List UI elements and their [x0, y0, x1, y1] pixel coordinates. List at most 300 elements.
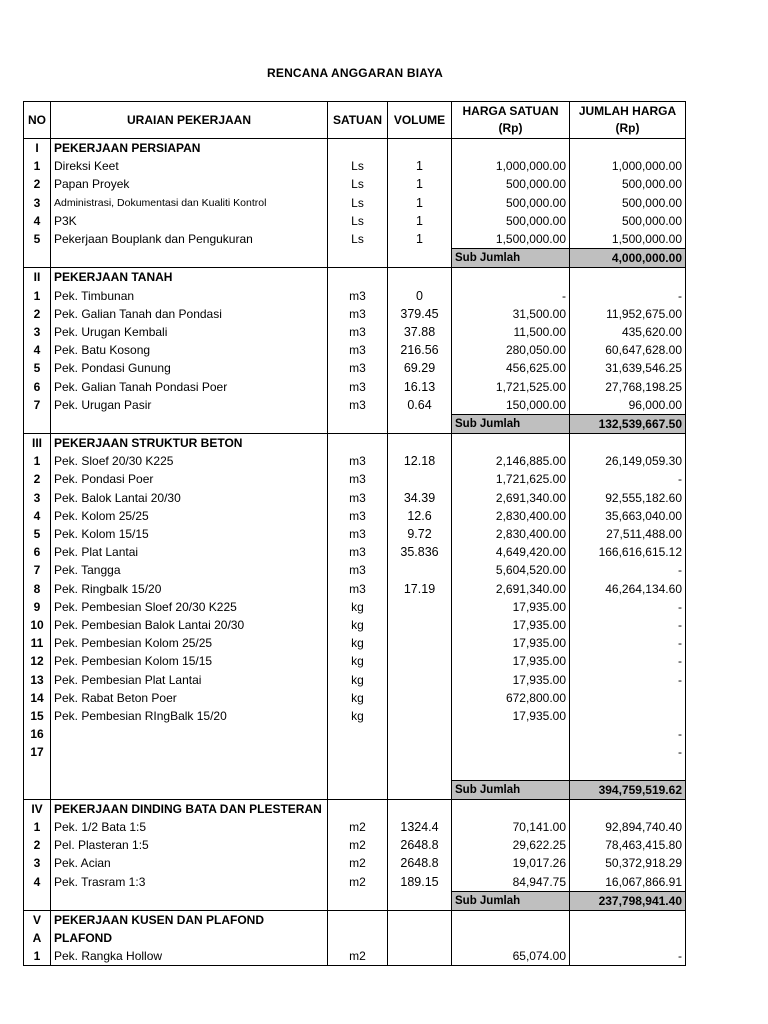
row-satuan [328, 139, 388, 158]
table-row [24, 175, 686, 193]
row-volume: 2648.8 [388, 836, 452, 854]
row-desc [51, 725, 328, 743]
table-row [24, 761, 686, 780]
row-no: 1 [24, 947, 51, 966]
row-satuan [328, 249, 388, 268]
row-no: 1 [24, 452, 51, 470]
row-volume: 69.29 [388, 359, 452, 377]
row-jumlah: - [570, 598, 686, 616]
row-satuan: kg [328, 616, 388, 634]
row-satuan [328, 799, 388, 818]
table-row [24, 561, 686, 579]
table-row [24, 616, 686, 634]
row-volume [388, 268, 452, 287]
table-row [24, 818, 686, 836]
row-no: 6 [24, 377, 51, 395]
table-header-row [24, 102, 686, 139]
header-harga-satuan-line2: (Rp) [498, 121, 523, 135]
row-harga: 150,000.00 [452, 396, 570, 415]
table-row [24, 854, 686, 872]
row-jumlah: 60,647,628.00 [570, 341, 686, 359]
row-desc: Pek. Urugan Pasir [51, 396, 328, 415]
row-satuan: kg [328, 652, 388, 670]
row-harga: 31,500.00 [452, 305, 570, 323]
row-volume [388, 652, 452, 670]
row-satuan [328, 434, 388, 453]
row-volume [388, 910, 452, 929]
row-no: 10 [24, 616, 51, 634]
row-harga [452, 434, 570, 453]
row-desc: PLAFOND [51, 929, 328, 947]
row-no: 6 [24, 543, 51, 561]
subtotal-row [24, 780, 686, 799]
row-no: V [24, 910, 51, 929]
section-row [24, 910, 686, 929]
subtotal-row [24, 891, 686, 910]
row-satuan [328, 780, 388, 799]
row-desc: Pek. Trasram 1:3 [51, 873, 328, 892]
row-satuan: m3 [328, 489, 388, 507]
row-volume [388, 670, 452, 688]
row-jumlah [570, 929, 686, 947]
table-row [24, 359, 686, 377]
row-volume [388, 929, 452, 947]
row-volume: 1 [388, 230, 452, 249]
row-harga [452, 910, 570, 929]
header-volume: VOLUME [388, 102, 452, 139]
subtotal-label: Sub Jumlah [452, 414, 570, 433]
row-jumlah: - [570, 470, 686, 488]
row-desc: Pek. Urugan Kembali [51, 323, 328, 341]
row-volume: 1324.4 [388, 818, 452, 836]
table-row [24, 543, 686, 561]
row-satuan [328, 743, 388, 761]
table-row [24, 305, 686, 323]
row-satuan: kg [328, 634, 388, 652]
table-row [24, 470, 686, 488]
row-volume: 0 [388, 287, 452, 305]
row-satuan [328, 268, 388, 287]
row-desc: Pek. Balok Lantai 20/30 [51, 489, 328, 507]
row-desc: Pek. Kolom 15/15 [51, 525, 328, 543]
row-no: 7 [24, 561, 51, 579]
row-satuan: Ls [328, 175, 388, 193]
row-desc: Administrasi, Dokumentasi dan Kualiti Kontrol [51, 194, 328, 212]
row-harga: 1,000,000.00 [452, 157, 570, 175]
row-jumlah: 50,372,918.29 [570, 854, 686, 872]
row-volume: 1 [388, 194, 452, 212]
row-no: 17 [24, 743, 51, 761]
row-volume [388, 689, 452, 707]
row-volume [388, 616, 452, 634]
row-satuan [328, 929, 388, 947]
row-harga [452, 761, 570, 780]
row-desc: Pek. Acian [51, 854, 328, 872]
row-no: 2 [24, 470, 51, 488]
row-desc: Pek. Plat Lantai [51, 543, 328, 561]
row-no: 5 [24, 359, 51, 377]
row-satuan: m3 [328, 470, 388, 488]
row-volume [388, 634, 452, 652]
row-volume [388, 470, 452, 488]
row-volume [388, 891, 452, 910]
row-harga [452, 799, 570, 818]
row-no: 14 [24, 689, 51, 707]
row-no: 1 [24, 818, 51, 836]
row-harga [452, 929, 570, 947]
row-harga [452, 268, 570, 287]
row-satuan: m3 [328, 525, 388, 543]
row-harga: 1,500,000.00 [452, 230, 570, 249]
row-desc: Pek. Pembesian Balok Lantai 20/30 [51, 616, 328, 634]
row-no: III [24, 434, 51, 453]
table-row [24, 507, 686, 525]
row-volume: 216.56 [388, 341, 452, 359]
section-row [24, 434, 686, 453]
row-satuan: m3 [328, 396, 388, 415]
subtotal-row [24, 249, 686, 268]
row-no: 5 [24, 230, 51, 249]
table-row [24, 634, 686, 652]
row-volume: 2648.8 [388, 854, 452, 872]
row-volume [388, 139, 452, 158]
table-row [24, 452, 686, 470]
row-jumlah: 31,639,546.25 [570, 359, 686, 377]
row-desc: P3K [51, 212, 328, 230]
row-harga [452, 139, 570, 158]
row-volume: 1 [388, 157, 452, 175]
header-jumlah-harga-line1: JUMLAH HARGA [578, 104, 677, 118]
row-no: 2 [24, 175, 51, 193]
row-satuan: m3 [328, 377, 388, 395]
table-row [24, 396, 686, 415]
row-satuan: m3 [328, 507, 388, 525]
row-desc: Pek. Pembesian Kolom 25/25 [51, 634, 328, 652]
row-desc: Pek. Timbunan [51, 287, 328, 305]
row-desc: Pek. Sloef 20/30 K225 [51, 452, 328, 470]
row-desc: Pek. Rabat Beton Poer [51, 689, 328, 707]
row-volume [388, 707, 452, 725]
row-jumlah: - [570, 287, 686, 305]
row-volume: 9.72 [388, 525, 452, 543]
row-harga: 280,050.00 [452, 341, 570, 359]
table-row [24, 230, 686, 249]
row-volume: 17.19 [388, 580, 452, 598]
row-no: 7 [24, 396, 51, 415]
row-desc: Pek. 1/2 Bata 1:5 [51, 818, 328, 836]
row-no: II [24, 268, 51, 287]
row-jumlah: 435,620.00 [570, 323, 686, 341]
row-no [24, 780, 51, 799]
row-desc: Pek. Rangka Hollow [51, 947, 328, 966]
row-volume: 35.836 [388, 543, 452, 561]
row-no: 4 [24, 212, 51, 230]
row-jumlah: - [570, 725, 686, 743]
row-harga [452, 743, 570, 761]
row-volume [388, 947, 452, 966]
row-harga: 29,622.25 [452, 836, 570, 854]
row-volume [388, 434, 452, 453]
row-jumlah: 16,067,866.91 [570, 873, 686, 892]
row-harga: 17,935.00 [452, 616, 570, 634]
row-satuan: m3 [328, 359, 388, 377]
table-row [24, 525, 686, 543]
row-desc [51, 780, 328, 799]
header-harga-satuan [452, 102, 570, 139]
header-harga-satuan-line1: HARGA SATUAN [462, 104, 559, 118]
row-satuan: m2 [328, 873, 388, 892]
row-harga: 17,935.00 [452, 652, 570, 670]
row-volume [388, 743, 452, 761]
row-jumlah [570, 910, 686, 929]
row-desc: Pek. Kolom 25/25 [51, 507, 328, 525]
row-harga: 84,947.75 [452, 873, 570, 892]
row-no: A [24, 929, 51, 947]
row-jumlah [570, 707, 686, 725]
header-uraian: URAIAN PEKERJAAN [51, 102, 328, 139]
row-satuan [328, 891, 388, 910]
row-desc: Pek. Ringbalk 15/20 [51, 580, 328, 598]
table-row [24, 947, 686, 966]
row-harga: 4,649,420.00 [452, 543, 570, 561]
row-no [24, 414, 51, 433]
row-satuan: m3 [328, 452, 388, 470]
row-jumlah: 35,663,040.00 [570, 507, 686, 525]
row-satuan: m3 [328, 561, 388, 579]
row-jumlah: - [570, 561, 686, 579]
table-row [24, 489, 686, 507]
row-satuan: kg [328, 707, 388, 725]
row-jumlah [570, 689, 686, 707]
subtotal-row [24, 414, 686, 433]
row-satuan: Ls [328, 230, 388, 249]
row-volume: 34.39 [388, 489, 452, 507]
table-row [24, 377, 686, 395]
header-jumlah-harga [570, 102, 686, 139]
row-desc [51, 761, 328, 780]
row-satuan: kg [328, 689, 388, 707]
row-no: 9 [24, 598, 51, 616]
row-jumlah: 92,555,182.60 [570, 489, 686, 507]
row-jumlah: 26,149,059.30 [570, 452, 686, 470]
row-harga: 5,604,520.00 [452, 561, 570, 579]
table-row [24, 157, 686, 175]
row-jumlah: 96,000.00 [570, 396, 686, 415]
row-jumlah: 92,894,740.40 [570, 818, 686, 836]
row-harga: 2,146,885.00 [452, 452, 570, 470]
row-harga: 2,691,340.00 [452, 580, 570, 598]
row-desc: Pek. Pembesian Sloef 20/30 K225 [51, 598, 328, 616]
row-harga: 500,000.00 [452, 175, 570, 193]
row-satuan: kg [328, 598, 388, 616]
section-title: PEKERJAAN STRUKTUR BETON [51, 434, 328, 453]
row-jumlah: 500,000.00 [570, 194, 686, 212]
table-row [24, 580, 686, 598]
row-harga: 11,500.00 [452, 323, 570, 341]
row-harga: 1,721,625.00 [452, 470, 570, 488]
row-jumlah: 166,616,615.12 [570, 543, 686, 561]
row-satuan: Ls [328, 212, 388, 230]
row-satuan [328, 725, 388, 743]
table-row [24, 873, 686, 892]
row-no: 2 [24, 836, 51, 854]
row-satuan: m2 [328, 947, 388, 966]
table-row [24, 725, 686, 743]
table-row [24, 341, 686, 359]
row-jumlah: 27,768,198.25 [570, 377, 686, 395]
row-desc: Pek. Pondasi Gunung [51, 359, 328, 377]
section-title: PEKERJAAN KUSEN DAN PLAFOND [51, 910, 328, 929]
row-harga: 500,000.00 [452, 212, 570, 230]
row-jumlah [570, 761, 686, 780]
row-jumlah [570, 434, 686, 453]
row-jumlah: 11,952,675.00 [570, 305, 686, 323]
row-no: 4 [24, 507, 51, 525]
table-row [24, 598, 686, 616]
row-desc: Pek. Batu Kosong [51, 341, 328, 359]
row-jumlah: 46,264,134.60 [570, 580, 686, 598]
row-volume: 0.64 [388, 396, 452, 415]
row-satuan: m3 [328, 305, 388, 323]
row-no: 8 [24, 580, 51, 598]
section-title: PEKERJAAN PERSIAPAN [51, 139, 328, 158]
row-no [24, 891, 51, 910]
row-no: I [24, 139, 51, 158]
row-jumlah: 500,000.00 [570, 212, 686, 230]
subtotal-value: 237,798,941.40 [570, 891, 686, 910]
table-row [24, 670, 686, 688]
row-no: 1 [24, 287, 51, 305]
row-jumlah [570, 268, 686, 287]
row-harga: 2,830,400.00 [452, 507, 570, 525]
table-row [24, 652, 686, 670]
row-jumlah [570, 139, 686, 158]
document-title: RENCANA ANGGARAN BIAYA [267, 66, 443, 80]
row-jumlah: - [570, 634, 686, 652]
subtotal-label: Sub Jumlah [452, 249, 570, 268]
row-satuan: m3 [328, 543, 388, 561]
row-no: 4 [24, 341, 51, 359]
section-title: PEKERJAAN DINDING BATA DAN PLESTERAN [51, 799, 328, 818]
row-no: 16 [24, 725, 51, 743]
row-volume [388, 780, 452, 799]
row-no [24, 249, 51, 268]
row-harga: 456,625.00 [452, 359, 570, 377]
row-desc: Pek. Galian Tanah Pondasi Poer [51, 377, 328, 395]
row-jumlah: - [570, 616, 686, 634]
subtotal-value: 4,000,000.00 [570, 249, 686, 268]
row-volume [388, 561, 452, 579]
header-jumlah-harga-line2: (Rp) [615, 121, 640, 135]
row-no: 5 [24, 525, 51, 543]
row-jumlah: 1,000,000.00 [570, 157, 686, 175]
row-volume [388, 799, 452, 818]
row-desc: Direksi Keet [51, 157, 328, 175]
row-jumlah: - [570, 652, 686, 670]
row-desc: Pek. Pondasi Poer [51, 470, 328, 488]
row-satuan: m2 [328, 854, 388, 872]
row-satuan: m3 [328, 341, 388, 359]
row-desc [51, 743, 328, 761]
row-no: 15 [24, 707, 51, 725]
row-harga: 65,074.00 [452, 947, 570, 966]
row-jumlah: - [570, 670, 686, 688]
subtotal-label: Sub Jumlah [452, 780, 570, 799]
row-no: 3 [24, 489, 51, 507]
section-row [24, 139, 686, 158]
row-volume [388, 249, 452, 268]
table-row [24, 929, 686, 947]
table-row [24, 194, 686, 212]
row-satuan: Ls [328, 157, 388, 175]
row-no: 13 [24, 670, 51, 688]
row-harga: 500,000.00 [452, 194, 570, 212]
row-desc: Pek. Pembesian RIngBalk 15/20 [51, 707, 328, 725]
row-satuan [328, 761, 388, 780]
row-desc: Papan Proyek [51, 175, 328, 193]
row-harga: 2,830,400.00 [452, 525, 570, 543]
row-harga [452, 725, 570, 743]
row-harga: 19,017.26 [452, 854, 570, 872]
row-volume: 37.88 [388, 323, 452, 341]
row-satuan [328, 910, 388, 929]
row-desc: Pek. Pembesian Plat Lantai [51, 670, 328, 688]
row-volume [388, 761, 452, 780]
row-jumlah: 500,000.00 [570, 175, 686, 193]
subtotal-value: 132,539,667.50 [570, 414, 686, 433]
table-body [24, 139, 686, 966]
row-volume [388, 725, 452, 743]
section-row [24, 799, 686, 818]
row-desc [51, 249, 328, 268]
row-harga: 17,935.00 [452, 707, 570, 725]
row-desc: Pel. Plasteran 1:5 [51, 836, 328, 854]
section-row [24, 268, 686, 287]
row-harga: 1,721,525.00 [452, 377, 570, 395]
table-row [24, 212, 686, 230]
row-satuan: m3 [328, 580, 388, 598]
section-title: PEKERJAAN TANAH [51, 268, 328, 287]
row-no: 3 [24, 194, 51, 212]
subtotal-value: 394,759,519.62 [570, 780, 686, 799]
row-no: 12 [24, 652, 51, 670]
row-no: 3 [24, 323, 51, 341]
row-harga: 672,800.00 [452, 689, 570, 707]
row-no: 1 [24, 157, 51, 175]
row-no: 2 [24, 305, 51, 323]
row-desc: Pek. Galian Tanah dan Pondasi [51, 305, 328, 323]
row-jumlah [570, 799, 686, 818]
row-volume: 16.13 [388, 377, 452, 395]
row-satuan: m2 [328, 836, 388, 854]
row-volume: 189.15 [388, 873, 452, 892]
row-harga: - [452, 287, 570, 305]
row-jumlah: 27,511,488.00 [570, 525, 686, 543]
budget-table [23, 101, 686, 966]
table-row [24, 689, 686, 707]
header-no: NO [24, 102, 51, 139]
row-satuan: m3 [328, 287, 388, 305]
header-satuan: SATUAN [328, 102, 388, 139]
row-desc [51, 414, 328, 433]
row-jumlah: - [570, 947, 686, 966]
table-row [24, 287, 686, 305]
row-no: 3 [24, 854, 51, 872]
row-jumlah: 1,500,000.00 [570, 230, 686, 249]
row-no [24, 761, 51, 780]
row-harga: 2,691,340.00 [452, 489, 570, 507]
row-volume [388, 598, 452, 616]
